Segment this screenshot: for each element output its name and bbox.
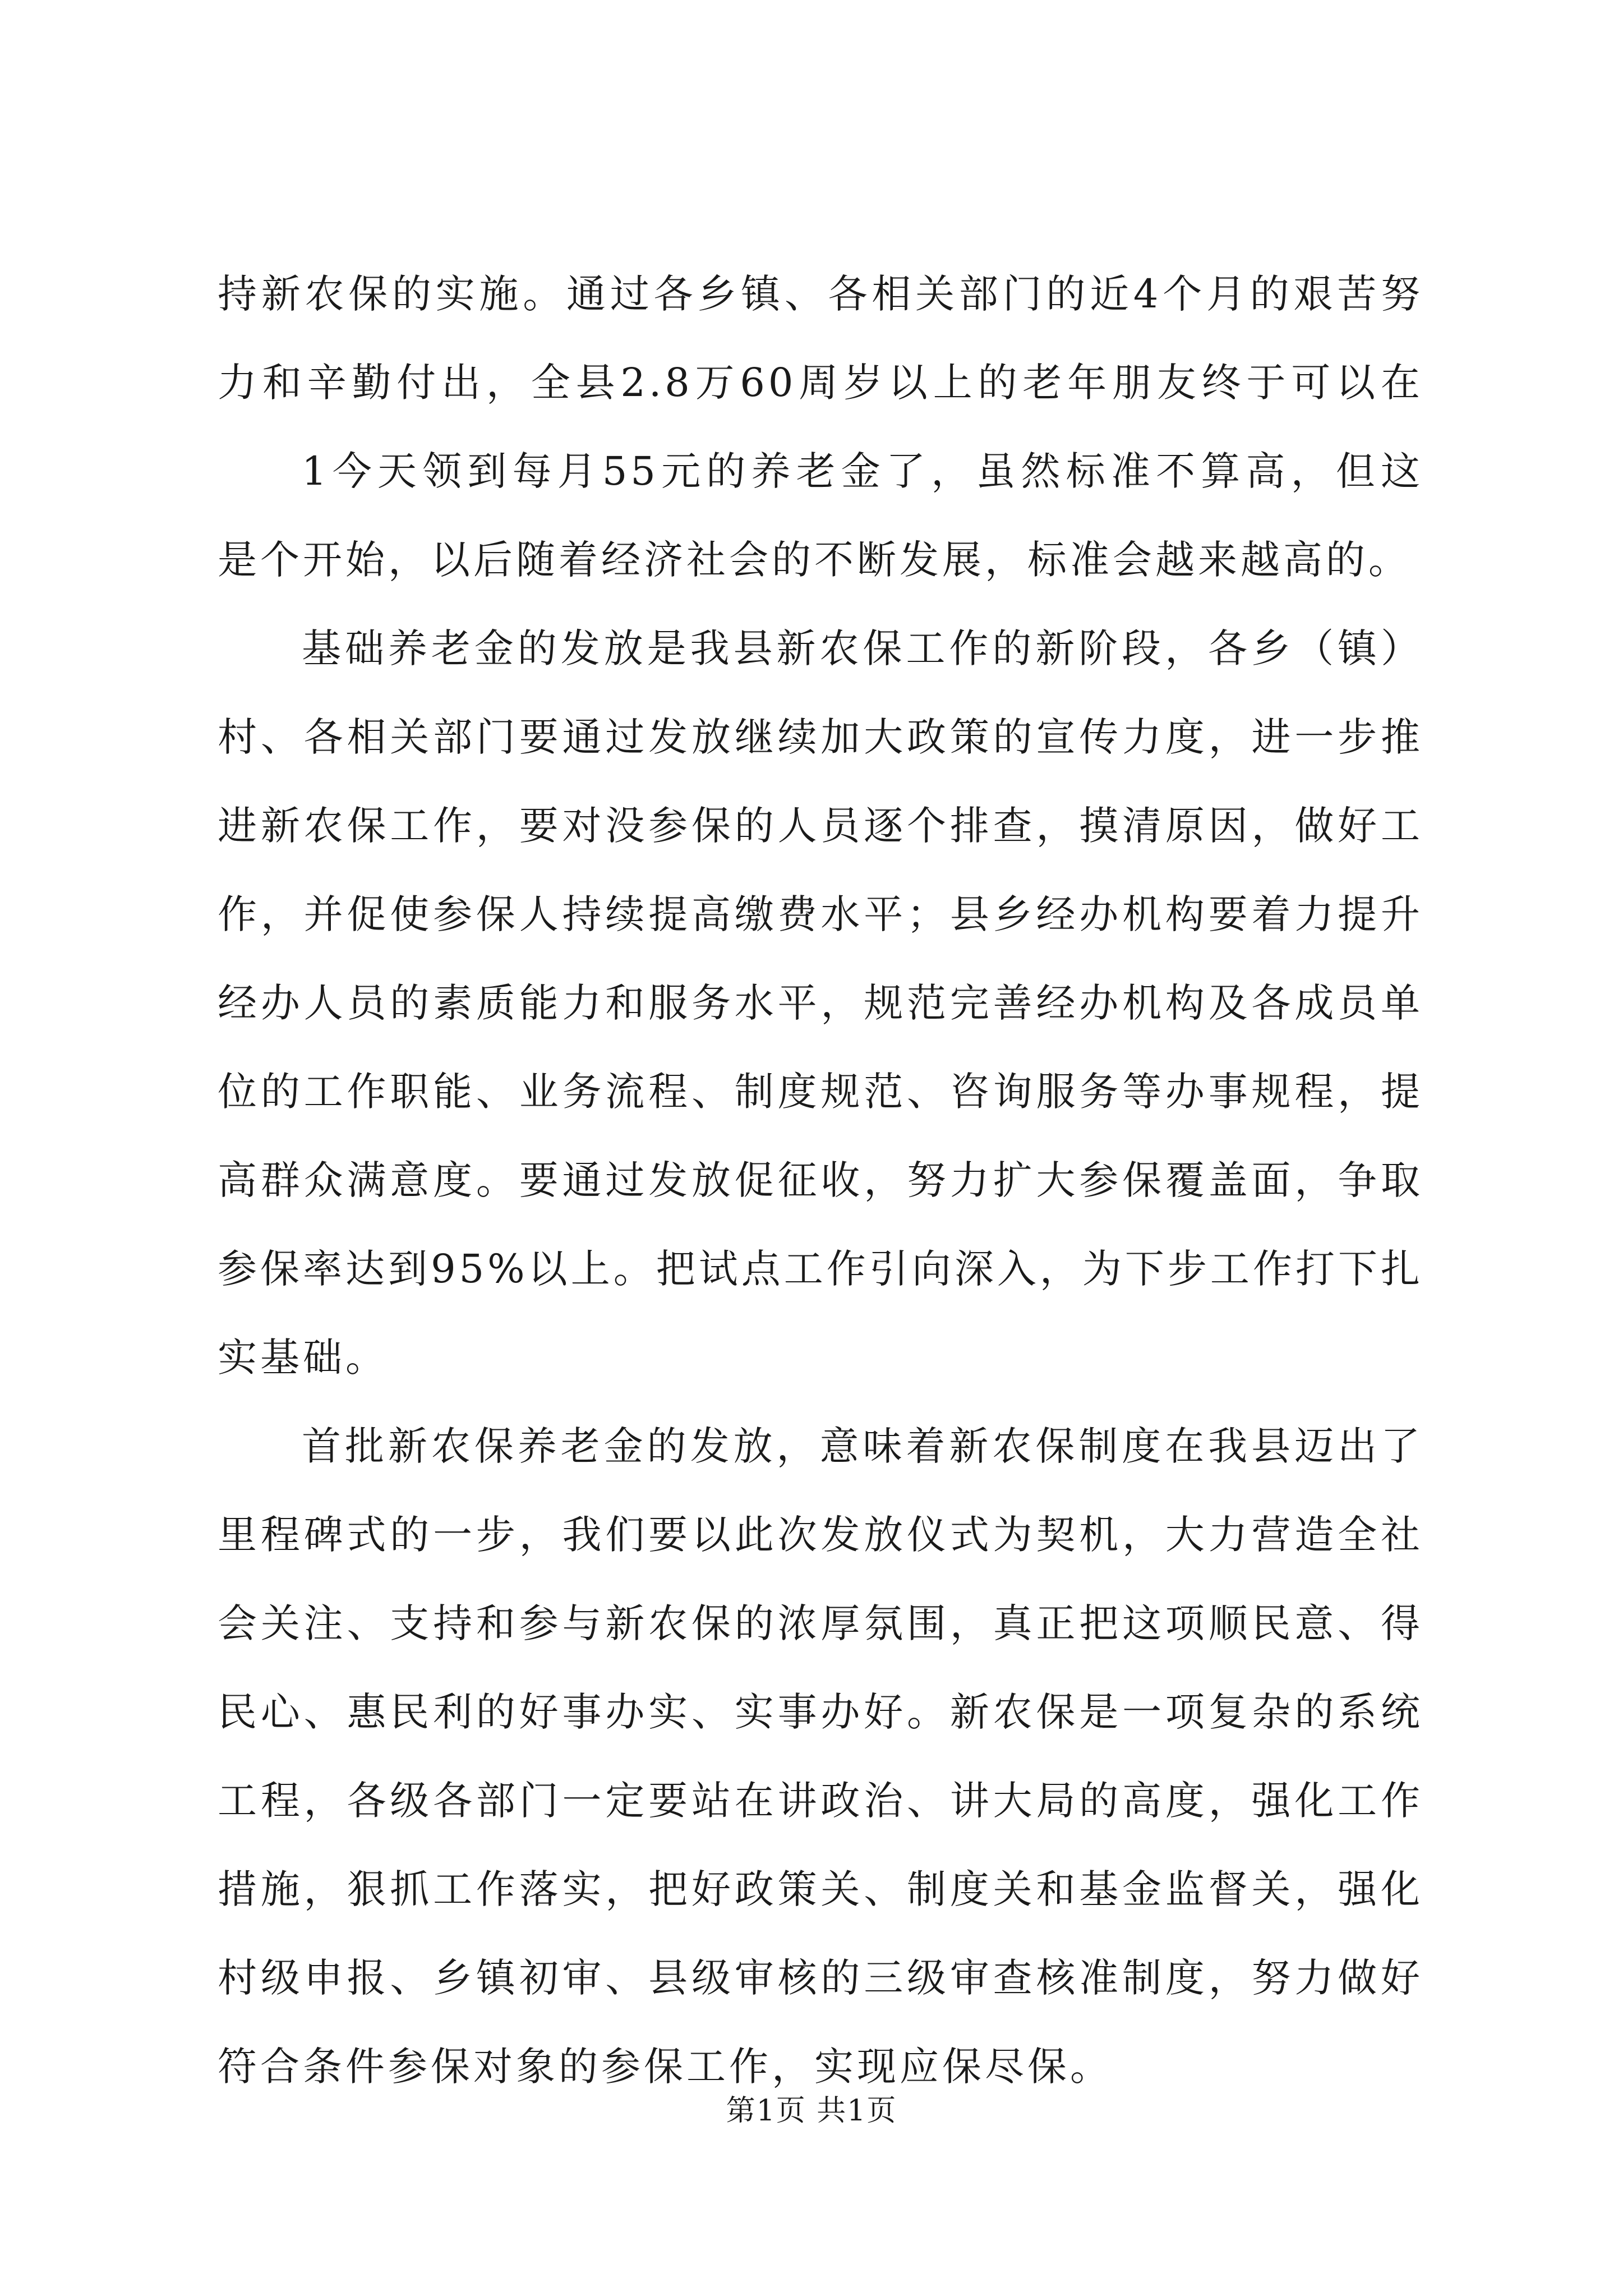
text-line: 基础养老金的发放是我县新农保工作的新阶段，各乡（镇） (302, 625, 1423, 671)
page-footer: 第1页 共1页 (726, 2094, 897, 2128)
text-line: 高群众满意度。要通过发放促征收，努力扩大参保覆盖面，争取 (218, 1157, 1423, 1203)
text-line: 经办人员的素质能力和服务水平，规范完善经办机构及各成员单 (218, 980, 1423, 1026)
text-line: 措施，狠抓工作落实，把好政策关、制度关和基金监督关，强化 (218, 1866, 1423, 1912)
text-line: 首批新农保养老金的发放，意味着新农保制度在我县迈出了 (302, 1423, 1423, 1469)
text-line: 里程碑式的一步，我们要以此次发放仪式为契机，大力营造全社 (218, 1512, 1423, 1558)
text-line: 实基础。 (218, 1335, 388, 1381)
text-line: 符合条件参保对象的参保工作，实现应保尽保。 (218, 2044, 1113, 2090)
text-line: 村级申报、乡镇初审、县级审核的三级审查核准制度，努力做好 (218, 1955, 1423, 2001)
text-line: 位的工作职能、业务流程、制度规范、咨询服务等办事规程，提 (218, 1069, 1423, 1115)
text-line: 持新农保的实施。通过各乡镇、各相关部门的近4个月的艰苦努 (218, 271, 1423, 317)
text-line: 参保率达到95%以上。把试点工作引向深入，为下步工作打下扎 (218, 1246, 1423, 1292)
document-body (218, 250, 1423, 2111)
text-line: 会关注、支持和参与新农保的浓厚氛围，真正把这项顺民意、得 (218, 1600, 1423, 1646)
text-line: 村、各相关部门要通过发放继续加大政策的宣传力度，进一步推 (218, 714, 1423, 760)
text-line: 1今天领到每月55元的养老金了，虽然标准不算高，但这 (302, 448, 1423, 494)
text-line: 民心、惠民利的好事办实、实事办好。新农保是一项复杂的系统 (218, 1689, 1423, 1735)
text-line: 进新农保工作，要对没参保的人员逐个排查，摸清原因，做好工 (218, 803, 1423, 849)
text-line: 是个开始，以后随着经济社会的不断发展，标准会越来越高的。 (218, 537, 1411, 583)
text-line: 作，并促使参保人持续提高缴费水平；县乡经办机构要着力提升 (218, 891, 1423, 937)
text-line: 工程，各级各部门一定要站在讲政治、讲大局的高度，强化工作 (218, 1778, 1423, 1824)
text-line: 力和辛勤付出，全县2.8万60周岁以上的老年朋友终于可以在 (218, 360, 1423, 406)
